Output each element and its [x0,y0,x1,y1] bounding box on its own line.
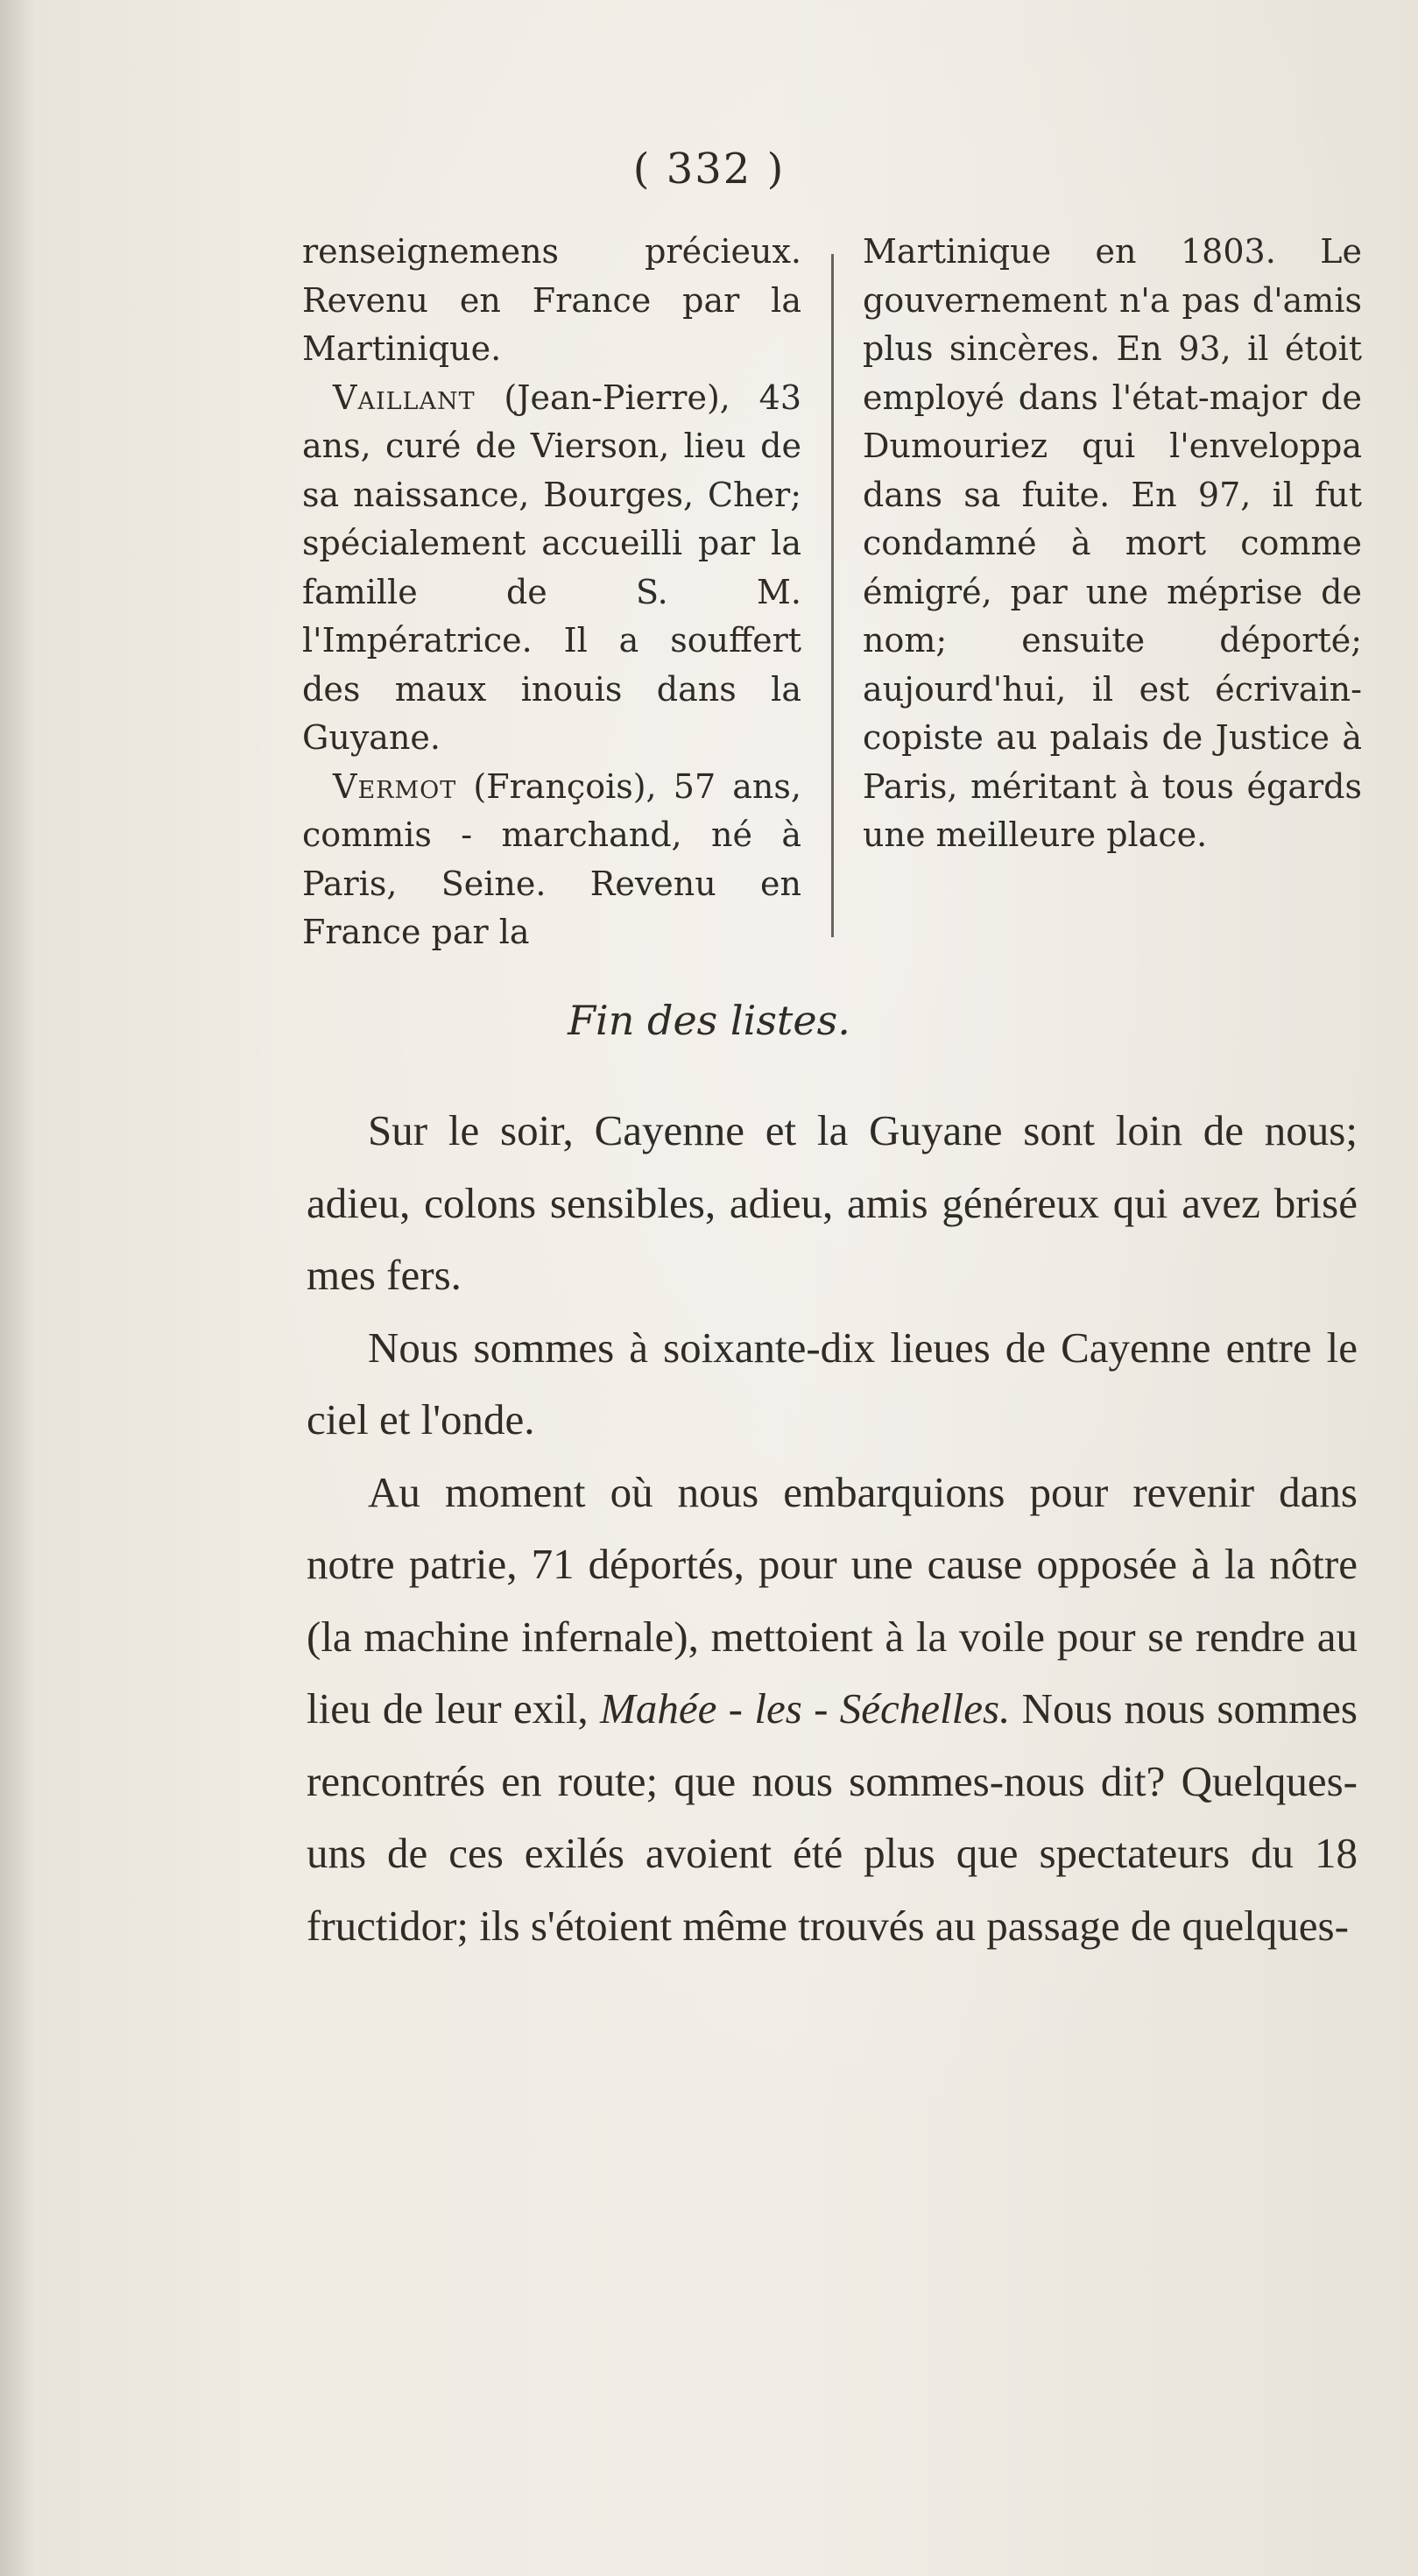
main-text [307,1095,1358,2146]
paragraph-2: Nous sommes à soixante-dix lieues de Cayenne entre le ciel et l'onde. [307,1323,1358,1443]
right-column [863,228,1362,972]
paragraph-3-part-a: Au moment où nous embarquions pour revenir dans notre patrie, 71 déportés, pour une cause opposée à la nôtre (la machine infernale), mettoient à la voile pour se rendre au lieu de leur exil, [307,1467,1358,1733]
place-name-italic: Mahée - les - Séchelles. [600,1684,1011,1733]
left-column [302,228,801,972]
two-column-list [302,228,1362,972]
entry-vaillant [302,374,801,763]
entry-text: (Jean-Pierre), 43 ans, curé de Vierson, lieu de sa naissance, Bourges, Cher; spécialement accueilli par la famille de S. M. l'Impératrice. Il a souffert des maux inouis dans la Guyane. [302,378,801,757]
entry-vermot [302,763,801,957]
entry-name: Vaillant [333,378,476,417]
right-continuation: Martinique en 1803. Le gouvernement n'a pas d'amis plus sincères. En 93, il étoit employé dans l'état-major de Dumouriez qui l'enveloppa dans sa fuite. En 97, il fut condamné à mort comme émigré, par une méprise de nom; ensuite déporté; aujourd'hui, il est écrivain-copiste au palais de Justice à Paris, méritant à tous égards une meilleure place. [863,232,1362,854]
paragraph-3-part-b: Nous nous sommes rencontrés en route; que nous sommes-nous dit? Quelques-uns de ces exilés avoient été plus que spectateurs du 18 fructidor; ils s'étoient même trouvés au passage de quelques- [307,1684,1358,1950]
paragraph-1: Sur le soir, Cayenne et la Guyane sont loin de nous; adieu, colons sensibles, adieu, amis généreux qui avez brisé mes fers. [307,1106,1358,1299]
entry-name: Vermot [333,766,457,806]
paragraph-3 [307,1457,1358,1963]
end-of-lists-heading: Fin des listes. [568,997,850,1044]
left-continuation: renseignemens précieux. Revenu en France par la Martinique. [302,232,801,368]
page-number: ( 332 ) [632,145,786,194]
column-divider [831,254,834,937]
entry-text: (François), 57 ans, commis - marchand, né à Paris, Seine. Revenu en France par la [302,766,801,951]
